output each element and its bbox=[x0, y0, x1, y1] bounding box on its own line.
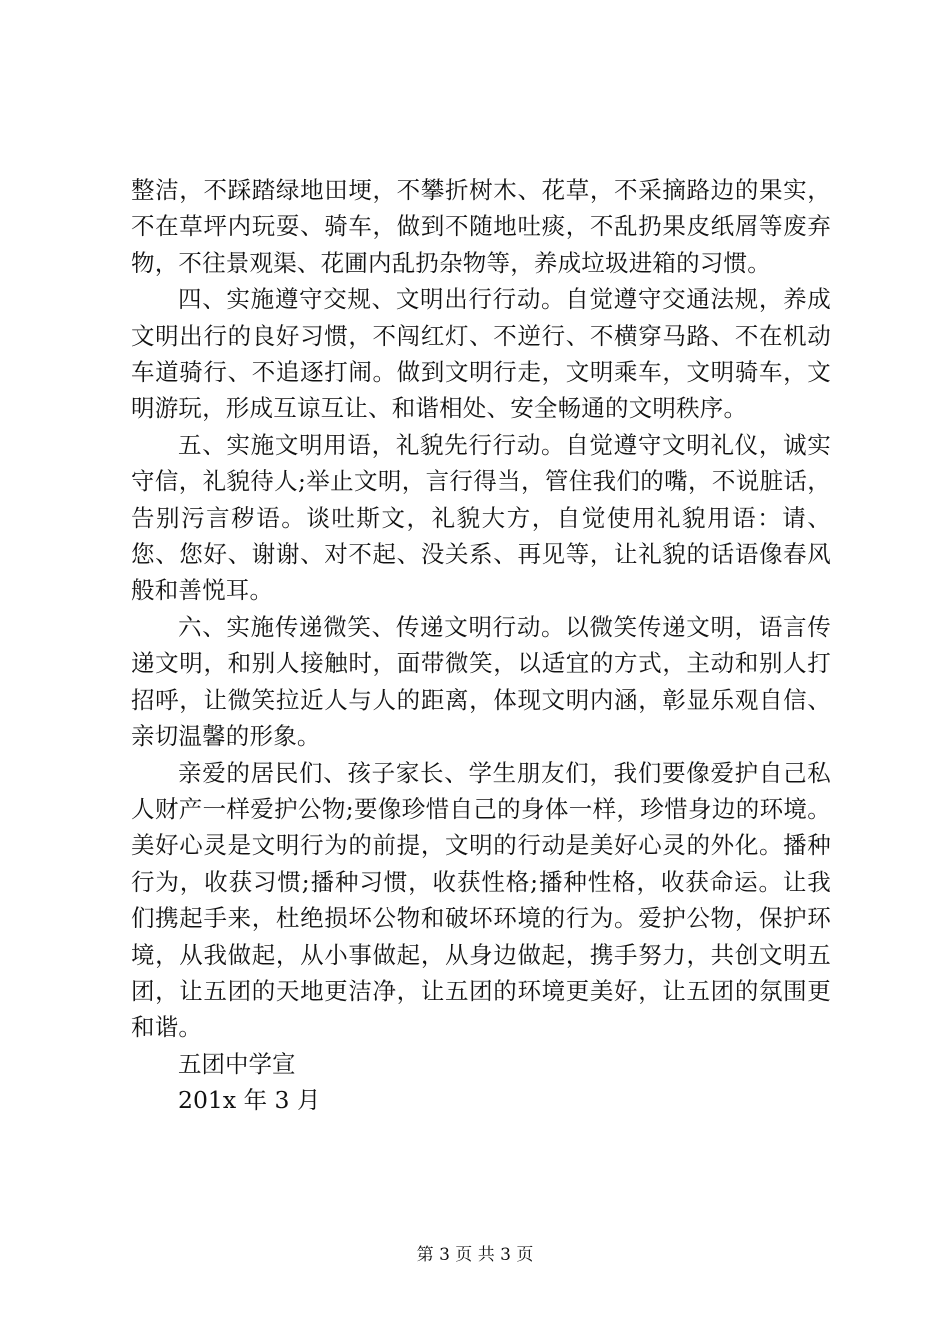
paragraph-smile: 六、实施传递微笑、传递文明行动。以微笑传递文明，语言传递文明，和别人接触时，面带微笑，以适宜的方式，主动和别人打招呼，让微笑拉近人与人的距离，体现文明内涵，彰显乐观自信、亲切温馨的形象。 bbox=[131, 612, 831, 751]
paragraph-continuation: 整洁，不踩踏绿地田埂，不攀折树木、花草，不采摘路边的果实，不在草坪内玩耍、骑车，做到不随地吐痰，不乱扔果皮纸屑等废弃物，不往景观渠、花圃内乱扔杂物等，养成垃圾进箱的习惯。 bbox=[131, 176, 831, 277]
document-body bbox=[131, 172, 831, 1119]
paragraph-traffic-rules: 四、实施遵守交规、文明出行行动。自觉遵守交通法规，养成文明出行的良好习惯，不闯红灯、不逆行、不横穿马路、不在机动车道骑行、不追逐打闹。做到文明行走，文明乘车，文明骑车，文明游玩，形成互谅互让、和谐相处、安全畅通的文明秩序。 bbox=[131, 285, 831, 423]
signature: 五团中学宣 bbox=[178, 1049, 296, 1078]
paragraph-civil-language: 五、实施文明用语，礼貌先行行动。自觉遵守文明礼仪，诚实守信，礼貌待人;举止文明，言行得当，管住我们的嘴，不说脏话，告别污言秽语。谈吐斯文，礼貌大方，自觉使用礼貌用语：请、您、您好、谢谢、对不起、没关系、再见等，让礼貌的话语像春风般和善悦耳。 bbox=[131, 430, 831, 605]
paragraph-closing-appeal: 亲爱的居民们、孩子家长、学生朋友们，我们要像爱护自己私人财产一样爱护公物;要像珍惜自己的身体一样，珍惜身边的环境。美好心灵是文明行为的前提，文明的行动是美好心灵的外化。播种行为，收获习惯;播种习惯，收获性格;播种性格，收获命运。让我们携起手来，杜绝损坏公物和破坏环境的行为。爱护公物，保护环境，从我做起，从小事做起，从身边做起，携手努力，共创文明五团，让五团的天地更洁净，让五团的环境更美好，让五团的氛围更和谐。 bbox=[131, 758, 831, 1042]
date: 201x 年 3 月 bbox=[178, 1086, 321, 1115]
page-number-footer: 第 3 页 共 3 页 bbox=[416, 1245, 534, 1265]
